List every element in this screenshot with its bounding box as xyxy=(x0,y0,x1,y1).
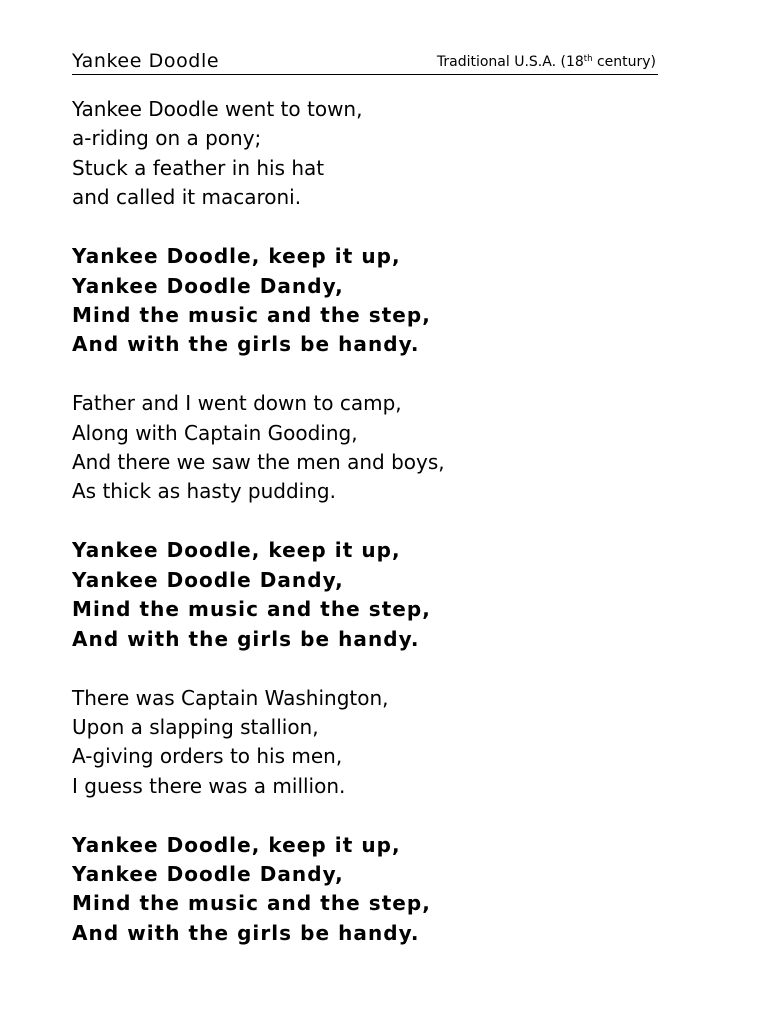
lyric-line: As thick as hasty pudding. xyxy=(72,479,336,504)
lyric-line: Mind the music and the step, xyxy=(72,597,431,622)
attribution-suffix: century) xyxy=(592,54,656,70)
lyric-line: And there we saw the men and boys, xyxy=(72,450,445,475)
lyric-line: Yankee Doodle Dandy, xyxy=(72,273,344,298)
attribution-superscript: th xyxy=(583,54,593,64)
lyric-line: I guess there was a million. xyxy=(72,773,346,798)
lyric-line: Father and I went down to camp, xyxy=(72,391,402,416)
song-sheet xyxy=(72,48,658,945)
lyric-line: Upon a slapping stallion, xyxy=(72,714,319,739)
song-title: Yankee Doodle xyxy=(72,50,220,72)
lyric-line: Mind the music and the step, xyxy=(72,891,431,916)
lyric-line: Stuck a feather in his hat xyxy=(72,155,325,180)
verse-stanza xyxy=(72,95,672,213)
attribution-prefix: Traditional U.S.A. (18 xyxy=(436,54,584,70)
lyrics xyxy=(72,95,672,978)
header xyxy=(72,48,658,75)
lyric-line: Yankee Doodle went to town, xyxy=(72,97,363,121)
lyric-line: Yankee Doodle, keep it up, xyxy=(72,832,401,857)
lyric-line: and called it macaroni. xyxy=(72,185,302,210)
verse-stanza xyxy=(72,684,672,802)
lyric-line: Yankee Doodle, keep it up, xyxy=(72,244,401,269)
lyric-line: A-giving orders to his men, xyxy=(72,744,343,769)
lyric-line: Yankee Doodle Dandy, xyxy=(72,862,344,887)
lyric-line: And with the girls be handy. xyxy=(72,332,420,357)
lyric-line: Mind the music and the step, xyxy=(72,302,431,327)
lyric-line: And with the girls be handy. xyxy=(72,920,420,945)
verse-stanza xyxy=(72,389,672,507)
chorus-stanza xyxy=(72,242,672,360)
attribution xyxy=(437,53,656,71)
lyric-line: Yankee Doodle Dandy, xyxy=(72,567,344,592)
lyric-line: Along with Captain Gooding, xyxy=(72,420,358,445)
lyric-line: a-riding on a pony; xyxy=(72,126,262,151)
lyric-line: Yankee Doodle, keep it up, xyxy=(72,538,401,563)
lyric-line: And with the girls be handy. xyxy=(72,626,420,651)
chorus-stanza xyxy=(72,831,672,949)
lyric-line: There was Captain Washington, xyxy=(72,685,389,710)
chorus-stanza xyxy=(72,536,672,654)
